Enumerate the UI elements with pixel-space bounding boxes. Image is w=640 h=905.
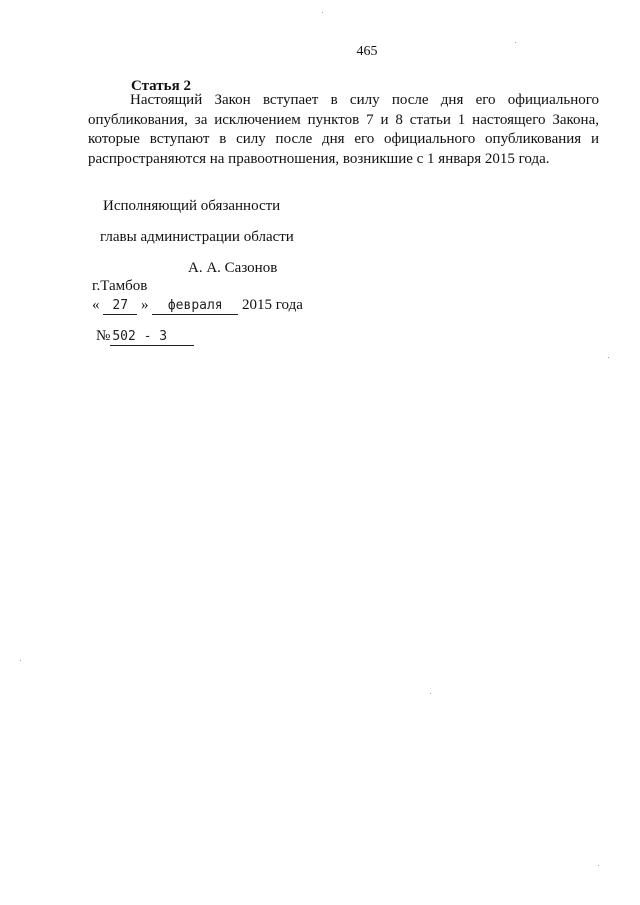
scan-speck (322, 12, 323, 13)
signatory-title-line-2: главы администрации области (100, 229, 294, 245)
date-year: 2015 года (242, 297, 303, 313)
signatory-title-line-1: Исполняющий обязанности (103, 198, 281, 214)
article-body: Настоящий Закон вступает в силу после дня его официального опубликования, за исключением пунктов 7 и 8 статьи 1 настоящего Закона, которые вступают в силу после дня его официального опубликования и распространяются на правоотношения, возникшие с 1 января 2015 года. (88, 92, 599, 167)
place-of-signing: г.Тамбов (92, 278, 148, 294)
date-day-field: 27 (103, 298, 137, 315)
scan-speck (515, 42, 516, 43)
article-heading: Статья 2 (131, 78, 191, 94)
signing-date (92, 297, 303, 315)
signatory-name: А. А. Сазонов (188, 260, 278, 276)
scan-speck (430, 693, 431, 694)
page-number: 465 (356, 44, 378, 59)
scan-speck (608, 357, 609, 358)
scan-speck (598, 865, 599, 866)
date-close-quote: » (141, 297, 149, 313)
document-number (96, 328, 194, 346)
scan-speck (20, 660, 21, 661)
date-open-quote: « (92, 297, 100, 313)
date-month-field: февраля (152, 298, 238, 315)
number-sign: № (96, 328, 111, 344)
number-field: 502 - 3 (110, 329, 194, 346)
